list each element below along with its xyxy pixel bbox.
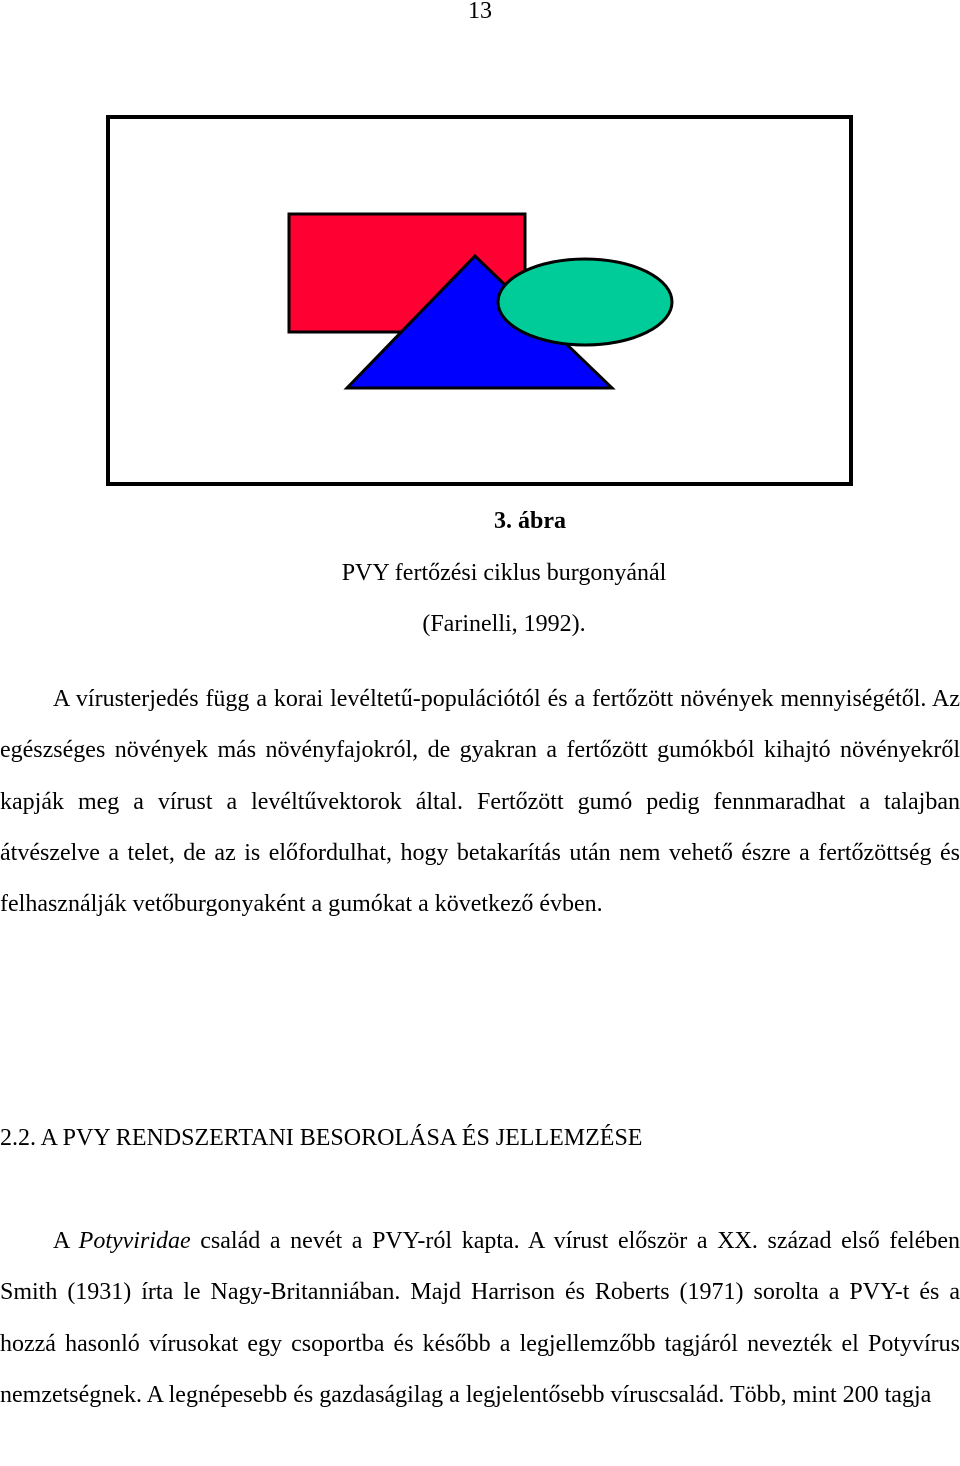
section-heading: 2.2. A PVY RENDSZERTANI BESOROLÁSA ÉS JELLEMZÉSE — [0, 1125, 643, 1151]
body-paragraph-2 — [0, 1216, 960, 1421]
family-name-italic: Potyviridae — [78, 1228, 191, 1254]
body-paragraph-1 — [0, 674, 960, 930]
page-number: 13 — [468, 0, 492, 24]
figure-frame — [106, 115, 853, 486]
green-ellipse — [498, 259, 672, 345]
paragraph-2-rest: család a nevét a PVY-ról kapta. A vírust először a XX. század első felében Smith (1931) írta le Nagy-Britanniában. Majd Harrison és Roberts (1971) sorolta a PVY-t és a hozzá hasonló vírusokat egy csoportba és később a legjellemzőbb tagjáról nevezték el Potyvírus nemzetségnek. A legnépesebb és gazdaságilag a legjelentősebb víruscsalád. Több, mint 200 tagja — [0, 1228, 960, 1408]
figure-drawing — [110, 119, 849, 482]
paragraph-1-text: A vírusterjedés függ a korai levéltetű-populációtól és a fertőzött növények mennyiségétől. Az egészséges növények más növényfajokról, de gyakran a fertőzött gumókból kihajtó növényekről kapják meg a vírust a levéltűvektorok által. Fertőzött gumó pedig fennmaradhat a talajban átvészelve a telet, de az is előfordulhat, hogy betakarítás után nem vehető észre a fertőzöttség és felhasználják vetőburgonyaként a gumókat a következő évben. — [0, 686, 960, 918]
figure-caption-source: (Farinelli, 1992). — [422, 611, 586, 637]
figure-caption-label: 3. ábra — [494, 508, 566, 534]
paragraph-2-lead: A — [53, 1228, 79, 1254]
figure-caption-title: PVY fertőzési ciklus burgonyánál — [341, 560, 667, 586]
